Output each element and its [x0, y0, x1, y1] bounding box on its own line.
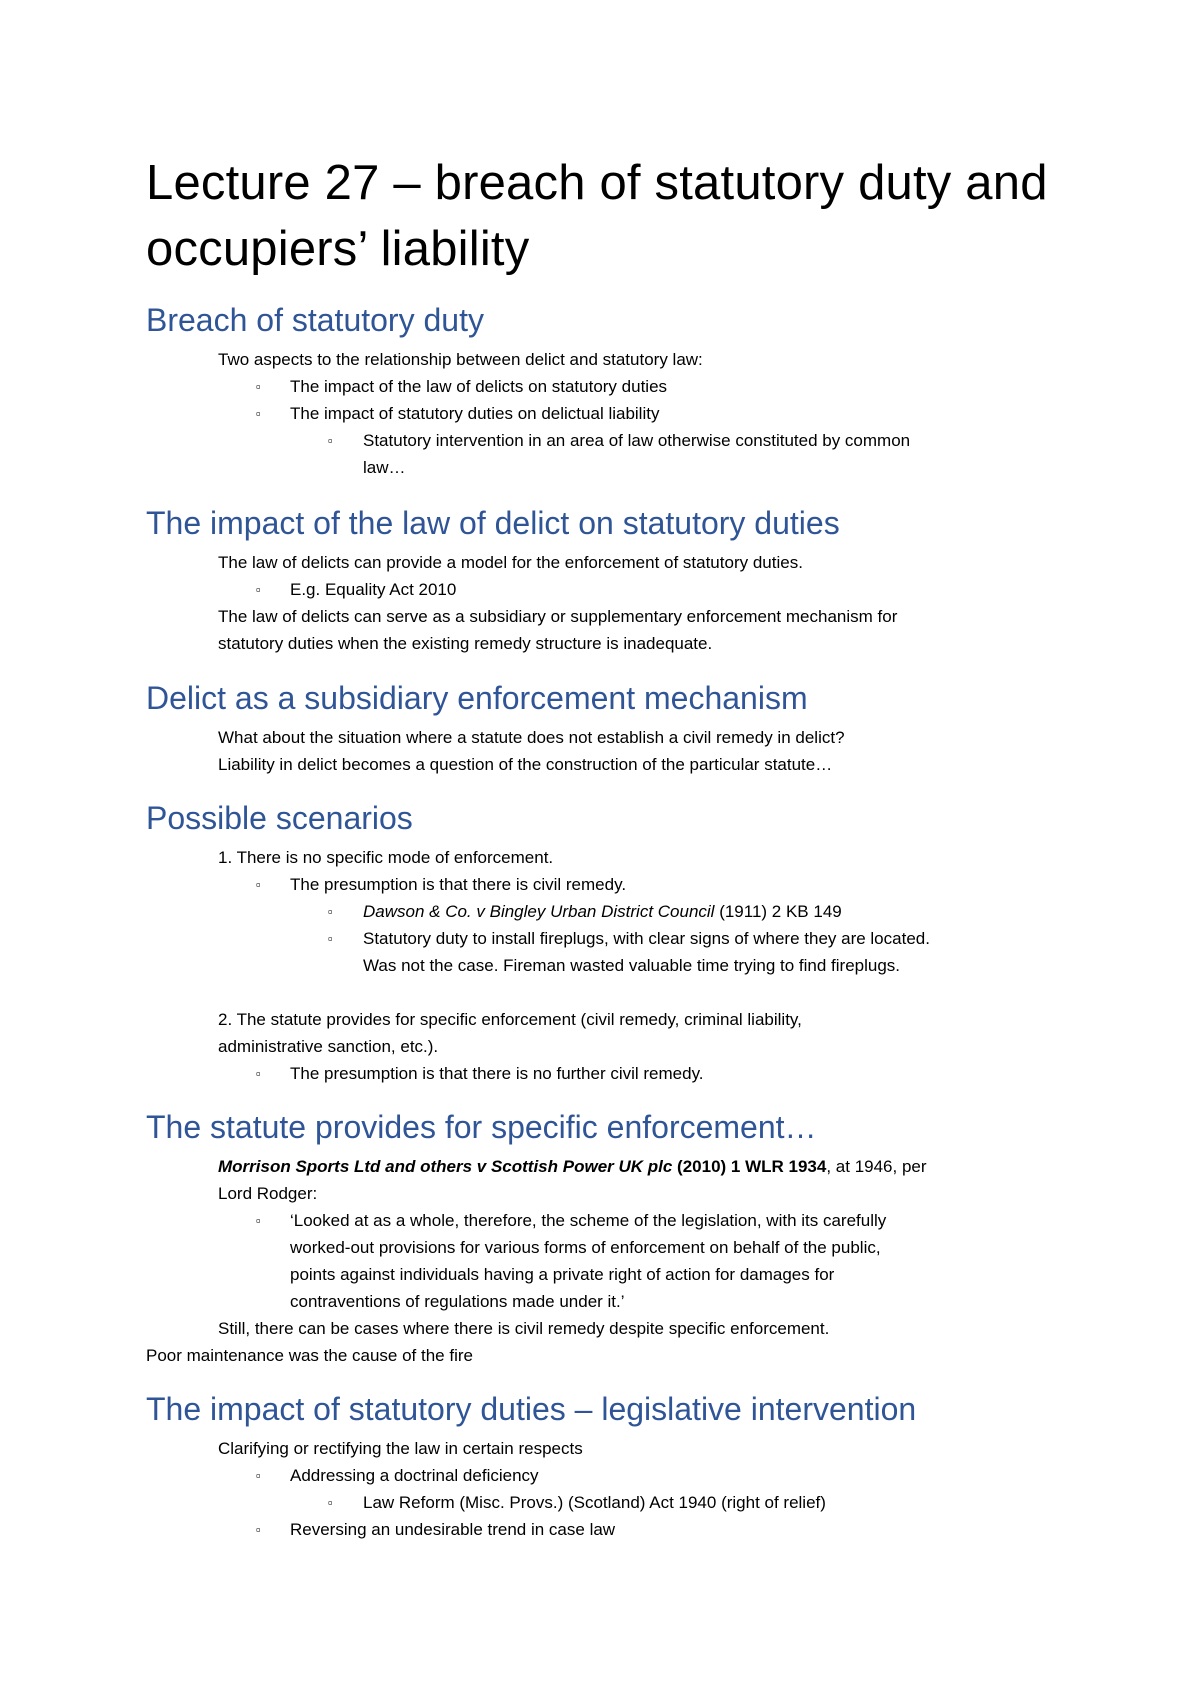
bullet-icon: ▫	[256, 1213, 261, 1228]
list-item: The presumption is that there is no further civil remedy.	[290, 1064, 704, 1083]
case-name: Morrison Sports Ltd and others v Scottish Power UK plc	[218, 1157, 673, 1176]
paragraph: What about the situation where a statute does not establish a civil remedy in delict?	[218, 728, 845, 747]
case-pinpoint: , at 1946, per	[826, 1157, 927, 1176]
bullet-icon: ▫	[328, 433, 333, 448]
numbered-item: 1. There is no specific mode of enforcement.	[218, 848, 554, 867]
list-item: Addressing a doctrinal deficiency	[290, 1466, 539, 1485]
paragraph-continued: statutory duties when the existing remedy structure is inadequate.	[218, 634, 713, 653]
case-citation	[363, 898, 842, 925]
list-item: Statutory duty to install fireplugs, with clear signs of where they are located.	[363, 929, 930, 948]
heading-subsidiary-enforcement: Delict as a subsidiary enforcement mechanism	[146, 680, 808, 716]
bullet-icon: ▫	[256, 877, 261, 892]
list-item: Law Reform (Misc. Provs.) (Scotland) Act 1940 (right of relief)	[363, 1493, 826, 1512]
heading-breach-of-statutory-duty: Breach of statutory duty	[146, 302, 484, 338]
paragraph: The law of delicts can serve as a subsidiary or supplementary enforcement mechanism for	[218, 607, 898, 626]
list-item: Statutory intervention in an area of law otherwise constituted by common	[363, 431, 911, 450]
paragraph: Poor maintenance was the cause of the fire	[146, 1346, 473, 1365]
list-item: The impact of statutory duties on delictual liability	[290, 404, 660, 423]
numbered-item: 2. The statute provides for specific enforcement (civil remedy, criminal liability,	[218, 1010, 802, 1029]
bullet-icon: ▫	[256, 1468, 261, 1483]
list-item: Reversing an undesirable trend in case law	[290, 1520, 616, 1539]
paragraph: Clarifying or rectifying the law in certain respects	[218, 1439, 583, 1458]
heading-specific-enforcement: The statute provides for specific enforcement…	[146, 1109, 817, 1145]
heading-legislative-intervention: The impact of statutory duties – legislative intervention	[146, 1391, 917, 1427]
case-citation-continued: Lord Rodger:	[218, 1184, 318, 1203]
bullet-icon: ▫	[256, 1066, 261, 1081]
list-item-continued: Was not the case. Fireman wasted valuable time trying to find fireplugs.	[363, 956, 901, 975]
quote-line: worked-out provisions for various forms of enforcement on behalf of the public,	[290, 1238, 881, 1257]
quote-line: points against individuals having a private right of action for damages for	[290, 1265, 835, 1284]
case-reference: (1911) 2 KB 149	[714, 902, 842, 921]
list-item: E.g. Equality Act 2010	[290, 580, 457, 599]
quote-line: contraventions of regulations made under it.’	[290, 1292, 625, 1311]
list-item: The presumption is that there is civil remedy.	[290, 875, 627, 894]
paragraph: Liability in delict becomes a question of the construction of the particular statute…	[218, 755, 833, 774]
paragraph: The law of delicts can provide a model for the enforcement of statutory duties.	[218, 553, 803, 572]
bullet-icon: ▫	[256, 379, 261, 394]
paragraph: Still, there can be cases where there is civil remedy despite specific enforcement.	[218, 1319, 830, 1338]
list-item: The impact of the law of delicts on statutory duties	[290, 377, 668, 396]
quote-line: ‘Looked at as a whole, therefore, the scheme of the legislation, with its carefully	[290, 1211, 887, 1230]
case-name: Dawson & Co. v Bingley Urban District Council	[363, 902, 715, 921]
bullet-icon: ▫	[328, 904, 333, 919]
bullet-icon: ▫	[256, 406, 261, 421]
bullet-icon: ▫	[328, 1495, 333, 1510]
list-item-continued: law…	[363, 458, 406, 477]
case-citation	[218, 1153, 927, 1180]
heading-impact-of-delict: The impact of the law of delict on statutory duties	[146, 505, 840, 541]
case-reference: (2010) 1 WLR 1934	[672, 1157, 827, 1176]
bullet-icon: ▫	[328, 931, 333, 946]
bullet-icon: ▫	[256, 1522, 261, 1537]
page-title: Lecture 27 – breach of statutory duty and occupiers’ liability	[146, 156, 1048, 276]
numbered-item-continued: administrative sanction, etc.).	[218, 1037, 439, 1056]
paragraph: Two aspects to the relationship between delict and statutory law:	[218, 350, 703, 369]
heading-possible-scenarios: Possible scenarios	[146, 800, 413, 836]
bullet-icon: ▫	[256, 582, 261, 597]
